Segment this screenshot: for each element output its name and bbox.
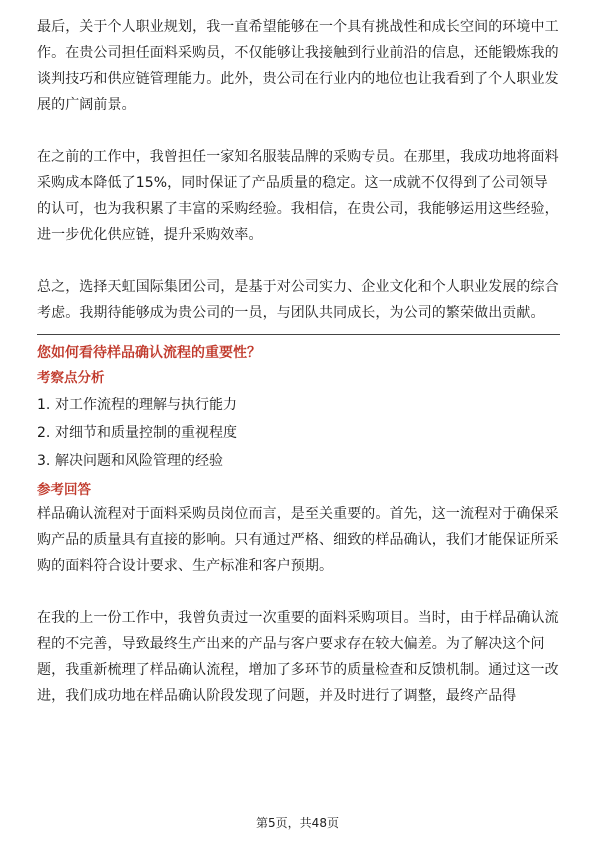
answer-title: 参考回答 xyxy=(37,482,91,498)
intro-paragraph-2: 在之前的工作中，我曾担任一家知名服装品牌的采购专员。在那里，我成功地将面料采购成本降低了15%，同时保证了产品质量的稳定。这一成就不仅得到了公司领导的认可，也为我积累了丰富的采购经验。我相信，在贵公司，我能够运用这些经验，进一步优化供应链，提升采购效率。 xyxy=(37,149,559,243)
page-number-footer: 第5页，共48页 xyxy=(256,816,339,830)
answer-paragraph-1: 样品确认流程对于面料采购员岗位而言，是至关重要的。首先，这一流程对于确保采购产品的质量具有直接的影响。只有通过严格、细致的样品确认，我们才能保证所采购的面料符合设计要求、生产标准和客户预期。 xyxy=(37,506,559,574)
analysis-title: 考察点分析 xyxy=(37,370,105,386)
list-item-text: 对细节和质量控制的重视程度 xyxy=(55,425,237,441)
analysis-list xyxy=(37,391,560,475)
list-item xyxy=(37,447,560,475)
list-item-number: 2. xyxy=(37,425,51,441)
list-item-text: 对工作流程的理解与执行能力 xyxy=(55,397,237,413)
list-item-number: 1. xyxy=(37,397,51,413)
intro-paragraph-3: 总之，选择天虹国际集团公司，是基于对公司实力、企业文化和个人职业发展的综合考虑。我期待能够成为贵公司的一员，与团队共同成长，为公司的繁荣做出贡献。 xyxy=(37,279,559,321)
intro-paragraph-1: 最后，关于个人职业规划，我一直希望能够在一个具有挑战性和成长空间的环境中工作。在贵公司担任面料采购员，不仅能够让我接触到行业前沿的信息，还能锻炼我的谈判技巧和供应链管理能力。此外，贵公司在行业内的地位也让我看到了个人职业发展的广阔前景。 xyxy=(37,19,559,113)
paragraph-spacer xyxy=(37,579,560,605)
list-item-number: 3. xyxy=(37,453,51,469)
section-divider xyxy=(37,334,560,335)
paragraph-spacer xyxy=(37,248,560,274)
answer-paragraph-2: 在我的上一份工作中，我曾负责过一次重要的面料采购项目。当时，由于样品确认流程的不完善，导致最终生产出来的产品与客户要求存在较大偏差。为了解决这个问题，我重新梳理了样品确认流程，增加了多环节的质量检查和反馈机制。通过这一改进，我们成功地在样品确认阶段发现了问题，并及时进行了调整，最终产品得 xyxy=(37,610,559,704)
paragraph-spacer xyxy=(37,118,560,144)
list-item xyxy=(37,391,560,419)
list-item-text: 解决问题和风险管理的经验 xyxy=(55,453,223,469)
question-heading: 您如何看待样品确认流程的重要性？ xyxy=(37,345,261,361)
list-item xyxy=(37,419,560,447)
document-page xyxy=(37,14,560,709)
